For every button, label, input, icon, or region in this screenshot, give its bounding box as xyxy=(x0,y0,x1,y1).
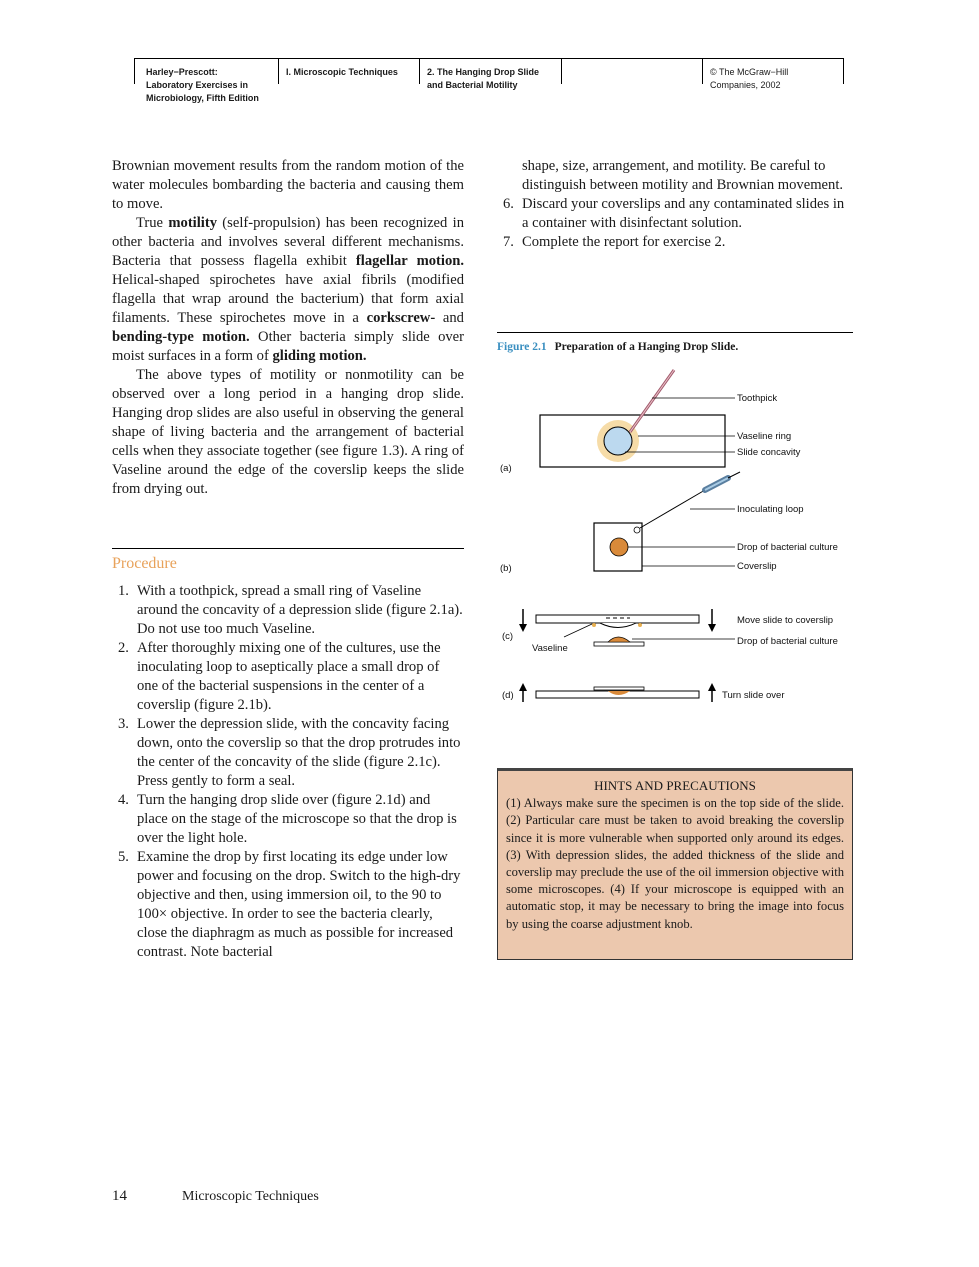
paragraph-brownian: Brownian movement results from the random motion of the water molecules bombarding the bacteria and causing them to move. xyxy=(112,158,464,212)
label-inoculating-loop: Inoculating loop xyxy=(737,504,804,515)
list-item-continued: shape, size, arrangement, and motility. Be careful to distinguish between motility and Brownian movement. xyxy=(522,158,844,193)
figure-caption xyxy=(497,332,853,353)
drop-bacterial-culture xyxy=(608,637,630,642)
panel-a xyxy=(500,370,801,474)
list-item: 1. With a toothpick, spread a small ring of Vaseline around the concavity of a depression slide (figure 2.1a). Do not use too much Vaseline. xyxy=(118,583,463,637)
label-panel-a: (a) xyxy=(500,463,512,474)
list-item: 5. Examine the drop by first locating its edge under low power and focusing on the drop. Switch to the high-dry objective and then, using immersion oil, to the 90 to 100× objective. In order to see the bacteria clearly, close the diaphragm as much as possible for increased contrast. Note bacterial xyxy=(118,849,461,960)
label-panel-c: (c) xyxy=(502,631,514,642)
figure-label: Figure 2.1 xyxy=(497,341,547,353)
hanging-drop-diagram xyxy=(490,360,860,710)
hints-box xyxy=(497,768,853,960)
header-part: I. Microscopic Techniques xyxy=(286,67,398,77)
running-header xyxy=(134,58,844,116)
hints-text: (1) Always make sure the specimen is on the top side of the slide. (2) Particular care must be taken to avoid breaking the coverslip since it is more vulnerable when supported only around its edges. (3) With depression slides, the added thickness of the slide and coverslip may preclude the use of the oil immersion objective with some microscopes. (4) If your microscope is equipped with an automatic stop, it may be necessary to bring the image into focus by using the coarse adjustment knob. xyxy=(506,796,844,931)
label-coverslip: Coverslip xyxy=(737,561,777,572)
list-item: 3. Lower the depression slide, with the concavity facing down, onto the coverslip so that the drop protrudes into the center of the concavity of the slide (figure 2.1c). Press gently to form a seal. xyxy=(118,716,461,789)
figure-title: Preparation of a Hanging Drop Slide. xyxy=(554,341,739,353)
page-footer xyxy=(112,1188,319,1205)
arrow-down-icon xyxy=(708,624,716,632)
slide-concavity xyxy=(604,427,632,455)
procedure-list xyxy=(112,582,464,962)
label-vaseline: Vaseline xyxy=(532,643,568,654)
header-book: Harley−Prescott: Laboratory Exercises in Microbiology, Fifth Edition xyxy=(146,67,259,103)
left-column xyxy=(112,157,464,499)
coverslip xyxy=(594,687,644,690)
procedure-heading: Procedure xyxy=(112,548,464,573)
header-chapter: 2. The Hanging Drop Slide and Bacterial Motility xyxy=(427,67,540,90)
depression-slide xyxy=(536,615,699,623)
paragraph-motility: True motility (self-propulsion) has been recognized in other bacteria and involves several different mechanisms. Bacteria that possess flagella exhibit flagellar motion. Helical-shaped spirochetes have axial fibrils (modified flagella that wrap around the bacterium) that form axial filaments. These spirochetes move in a corkscrew- and bending-type motion. Other bacteria simply slide over moist surfaces in a form of gliding motion. xyxy=(112,215,465,364)
label-panel-d: (d) xyxy=(502,690,514,701)
panel-b xyxy=(500,472,838,574)
label-vaseline-ring: Vaseline ring xyxy=(737,431,792,442)
label-toothpick: Toothpick xyxy=(737,393,778,404)
header-rule xyxy=(134,58,844,59)
list-item: 4. Turn the hanging drop slide over (figure 2.1d) and place on the stage of the microscope so that the drop is over the light hole. xyxy=(118,792,457,846)
arrow-up-icon xyxy=(519,683,527,691)
list-item: 6. Discard your coverslips and any contaminated slides in a container with disinfectant solution. xyxy=(503,196,845,231)
coverslip xyxy=(594,642,644,646)
panel-d xyxy=(502,683,784,702)
panel-c xyxy=(502,609,838,654)
footer-title: Microscopic Techniques xyxy=(182,1189,319,1204)
label-drop-c: Drop of bacterial culture xyxy=(737,636,838,647)
paragraph-hanging-drop: The above types of motility or nonmotility can be observed over a long period in a hanging drop slide. Hanging drop slides are also useful in observing the general shape of living bacteria and the arrangement of bacterial cells when they associate together (see figure 1.3). A ring of Vaseline around the edge of the coverslip keeps the slide from drying out. xyxy=(112,367,464,497)
arrow-down-icon xyxy=(519,624,527,632)
list-item: 2. After thoroughly mixing one of the cultures, use the inoculating loop to aseptically place a small drop of one of the bacterial suspensions in the center of a coverslip (figure 2.1b). xyxy=(118,640,441,713)
page-number: 14 xyxy=(112,1188,127,1204)
right-column xyxy=(497,157,853,252)
label-slide-concavity: Slide concavity xyxy=(737,447,801,458)
label-turn-slide: Turn slide over xyxy=(722,690,785,701)
label-panel-b: (b) xyxy=(500,563,512,574)
arrow-up-icon xyxy=(708,683,716,691)
hints-title: HINTS AND PRECAUTIONS xyxy=(594,778,756,793)
drop-bacterial-culture xyxy=(610,538,628,556)
label-move-slide: Move slide to coverslip xyxy=(737,615,834,626)
header-copyright: © The McGraw−Hill Companies, 2002 xyxy=(710,67,789,90)
label-drop-b: Drop of bacterial culture xyxy=(737,542,838,553)
list-item: 7. Complete the report for exercise 2. xyxy=(503,234,726,250)
